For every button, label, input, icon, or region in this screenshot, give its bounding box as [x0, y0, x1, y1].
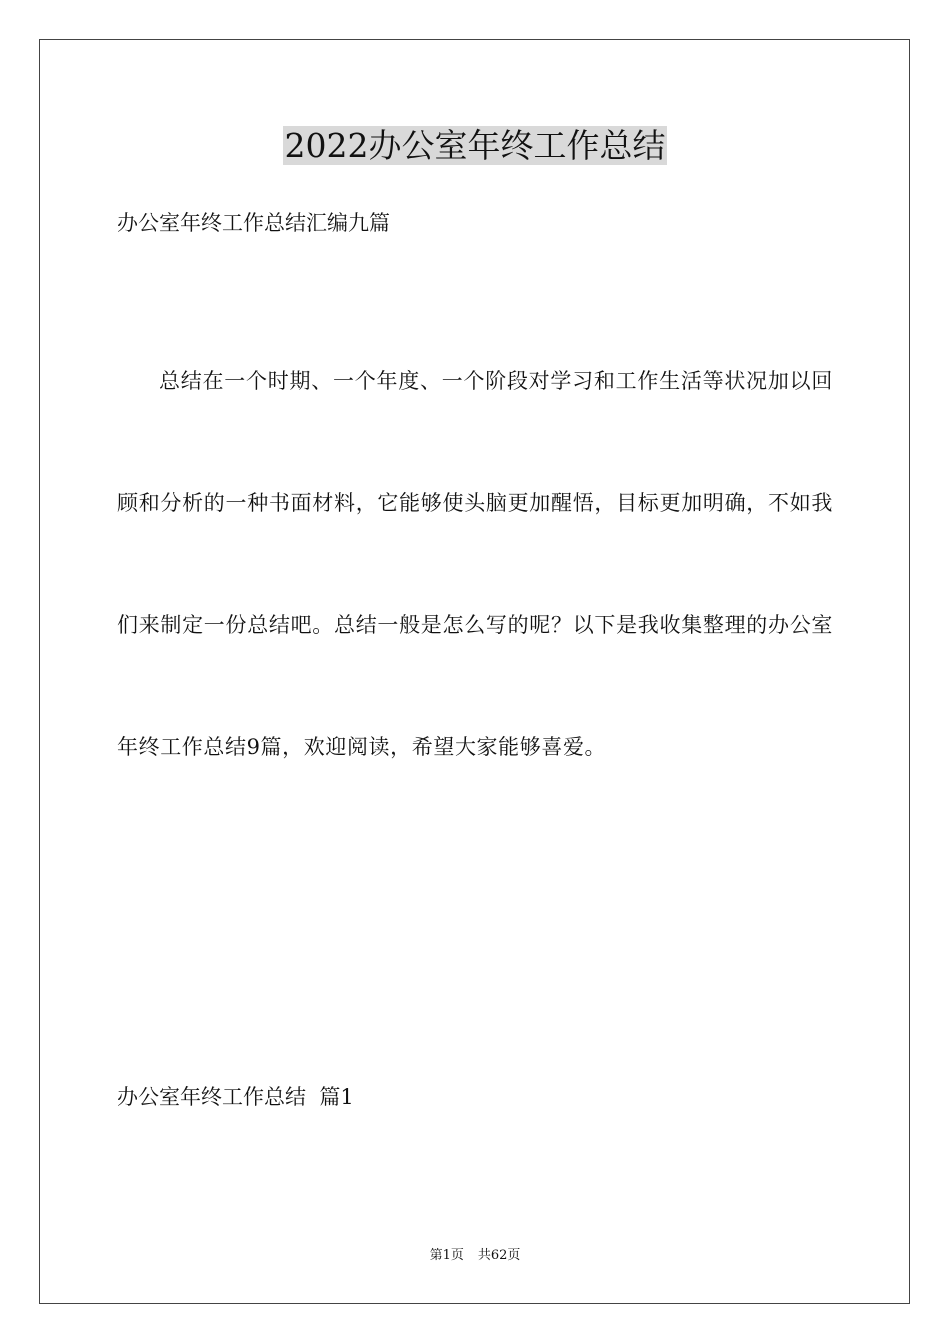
- page-number-total: 共62页: [477, 1248, 521, 1263]
- section-heading: 办公室年终工作总结 篇1: [117, 1085, 354, 1109]
- page-number-current: 第1页: [429, 1248, 464, 1263]
- document-subtitle: 办公室年终工作总结汇编九篇: [117, 211, 390, 235]
- document-title: [0, 124, 950, 168]
- intro-paragraph: 总结在一个时期、一个年度、一个阶段对学习和工作生活等状况加以回顾和分析的一种书面材料，它能够使头脑更加醒悟，目标更加明确，不如我们来制定一份总结吧。总结一般是怎么写的呢？以下是我收集整理的办公室年终工作总结9篇，欢迎阅读，希望大家能够喜爱。: [117, 369, 833, 759]
- page-footer: [0, 1247, 950, 1265]
- document-title-text: 2022办公室年终工作总结: [284, 126, 666, 165]
